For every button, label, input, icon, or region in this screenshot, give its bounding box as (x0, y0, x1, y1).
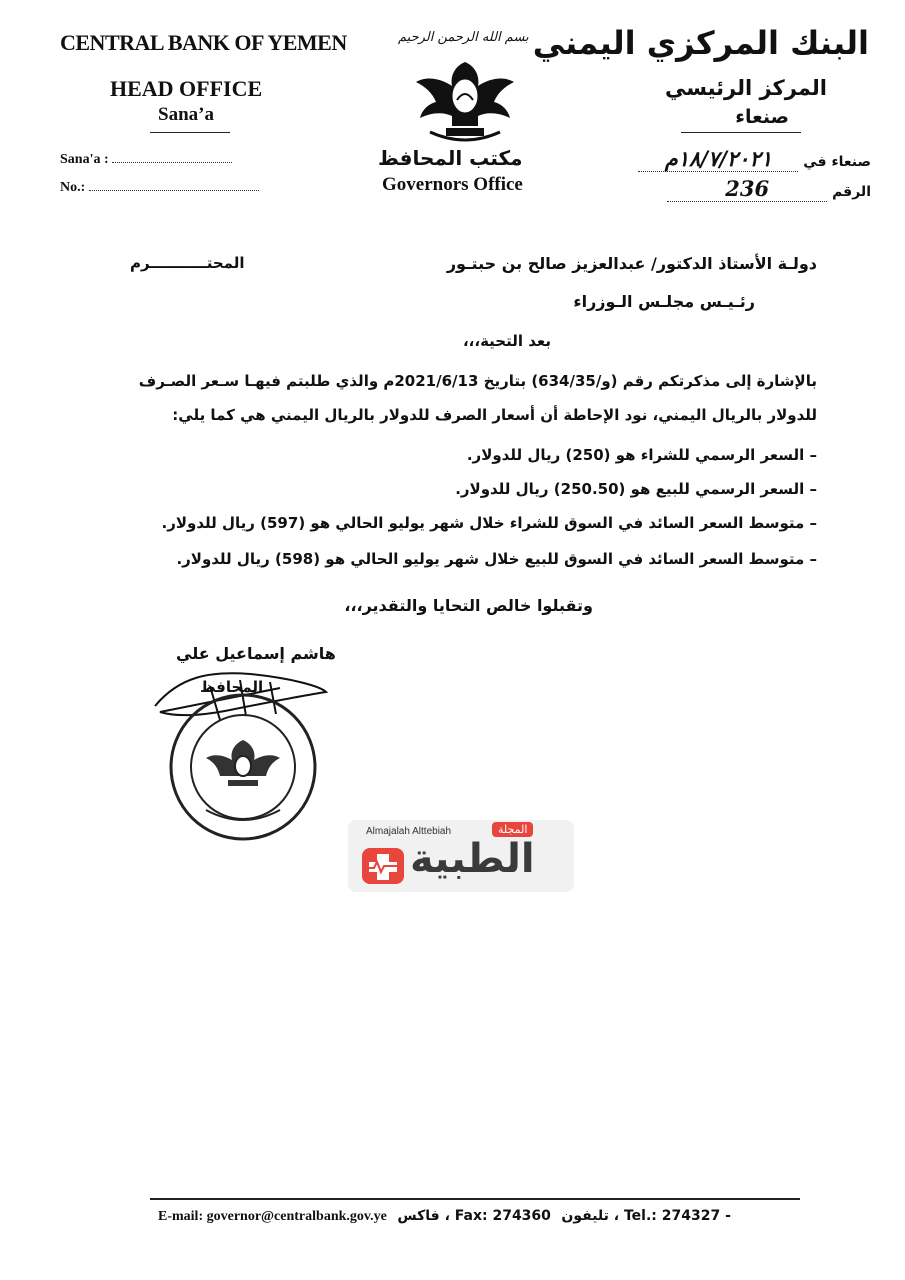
eagle-emblem-icon (410, 52, 520, 144)
rate-bullet: – السعر الرسمي للبيع هو (250.50) ريال للدولار. (455, 480, 817, 498)
governor-office-en: Governors Office (382, 174, 523, 195)
recipient-title: رئـيـس مجلـس الـوزراء (573, 292, 755, 311)
rate-bullet: – السعر الرسمي للشراء هو (250) ريال للدولار. (466, 446, 817, 464)
head-office-ar: المركز الرئيسي (664, 76, 827, 100)
watermark-name-ar: الطبية (410, 836, 535, 882)
footer-divider (150, 1198, 800, 1200)
greeting: بعد التحية،،، (462, 332, 551, 350)
divider (150, 132, 230, 133)
official-stamp-icon (166, 690, 320, 844)
footer-contact (158, 1208, 731, 1225)
footer-fax: Fax: 274360 ، فاكس (397, 1208, 551, 1224)
head-office-en: HEAD OFFICE (110, 76, 263, 101)
medical-cross-icon (360, 846, 406, 886)
date-field-ar (638, 146, 871, 172)
footer-email: E-mail: governor@centralbank.gov.ye (158, 1209, 387, 1224)
governor-office-ar: مكتب المحافظ (378, 146, 523, 170)
signatory-title: المحافظ (200, 678, 264, 696)
bank-name-ar: البنك المركزي اليمني (532, 24, 869, 62)
number-label-ar: الرقم (832, 184, 871, 200)
date-label-ar: صنعاء في (803, 154, 871, 170)
date-label-en: Sana'a : (60, 152, 109, 167)
city-ar: صنعاء (735, 106, 789, 128)
date-field-en (60, 152, 232, 168)
rate-bullet: – متوسط السعر السائد في السوق للشراء خلال شهر يوليو الحالي هو (597) ريال للدولار. (161, 514, 817, 532)
number-value: 236 (667, 176, 827, 202)
date-value: ١٨/٧/٢٠٢١م (638, 146, 798, 172)
closing: وتقبلوا خالص التحايا والتقدير،،، (344, 596, 593, 615)
watermark-name-en: Almajalah Alttebiah (366, 826, 452, 837)
city-en: Sana’a (158, 104, 214, 125)
bank-name-en: CENTRAL BANK OF YEMEN (60, 30, 347, 55)
number-field-ar (667, 176, 871, 202)
number-label-en: No.: (60, 180, 86, 195)
recipient: دولـة الأستاذ الدكتور/ عبدالعزيز صالح بن حبتـور (446, 254, 817, 273)
honorific: المحتـــــــــــرم (130, 254, 245, 272)
watermark-tag: المجلة (492, 822, 533, 837)
intro-line-2: للدولار بالريال اليمني، نود الإحاطة أن أسعار الصرف للدولار بالريال اليمني هي كما يلي: (172, 406, 817, 424)
basmala: بسم الله الرحمن الرحيم (398, 30, 529, 45)
divider (681, 132, 801, 133)
footer-tel: - Tel.: 274327 ، تليفون (561, 1208, 731, 1224)
intro-line-1: بالإشارة إلى مذكرتكم رقم (و/634/35) بتاريخ 2021/6/13م والذي طلبتم فيهـا سـعر الصـرف (138, 372, 817, 390)
number-field-en (60, 180, 259, 196)
signatory-name: هاشم إسماعيل علي (176, 644, 336, 663)
rate-bullet: – متوسط السعر السائد في السوق للبيع خلال شهر يوليو الحالي هو (598) ريال للدولار. (176, 550, 817, 568)
